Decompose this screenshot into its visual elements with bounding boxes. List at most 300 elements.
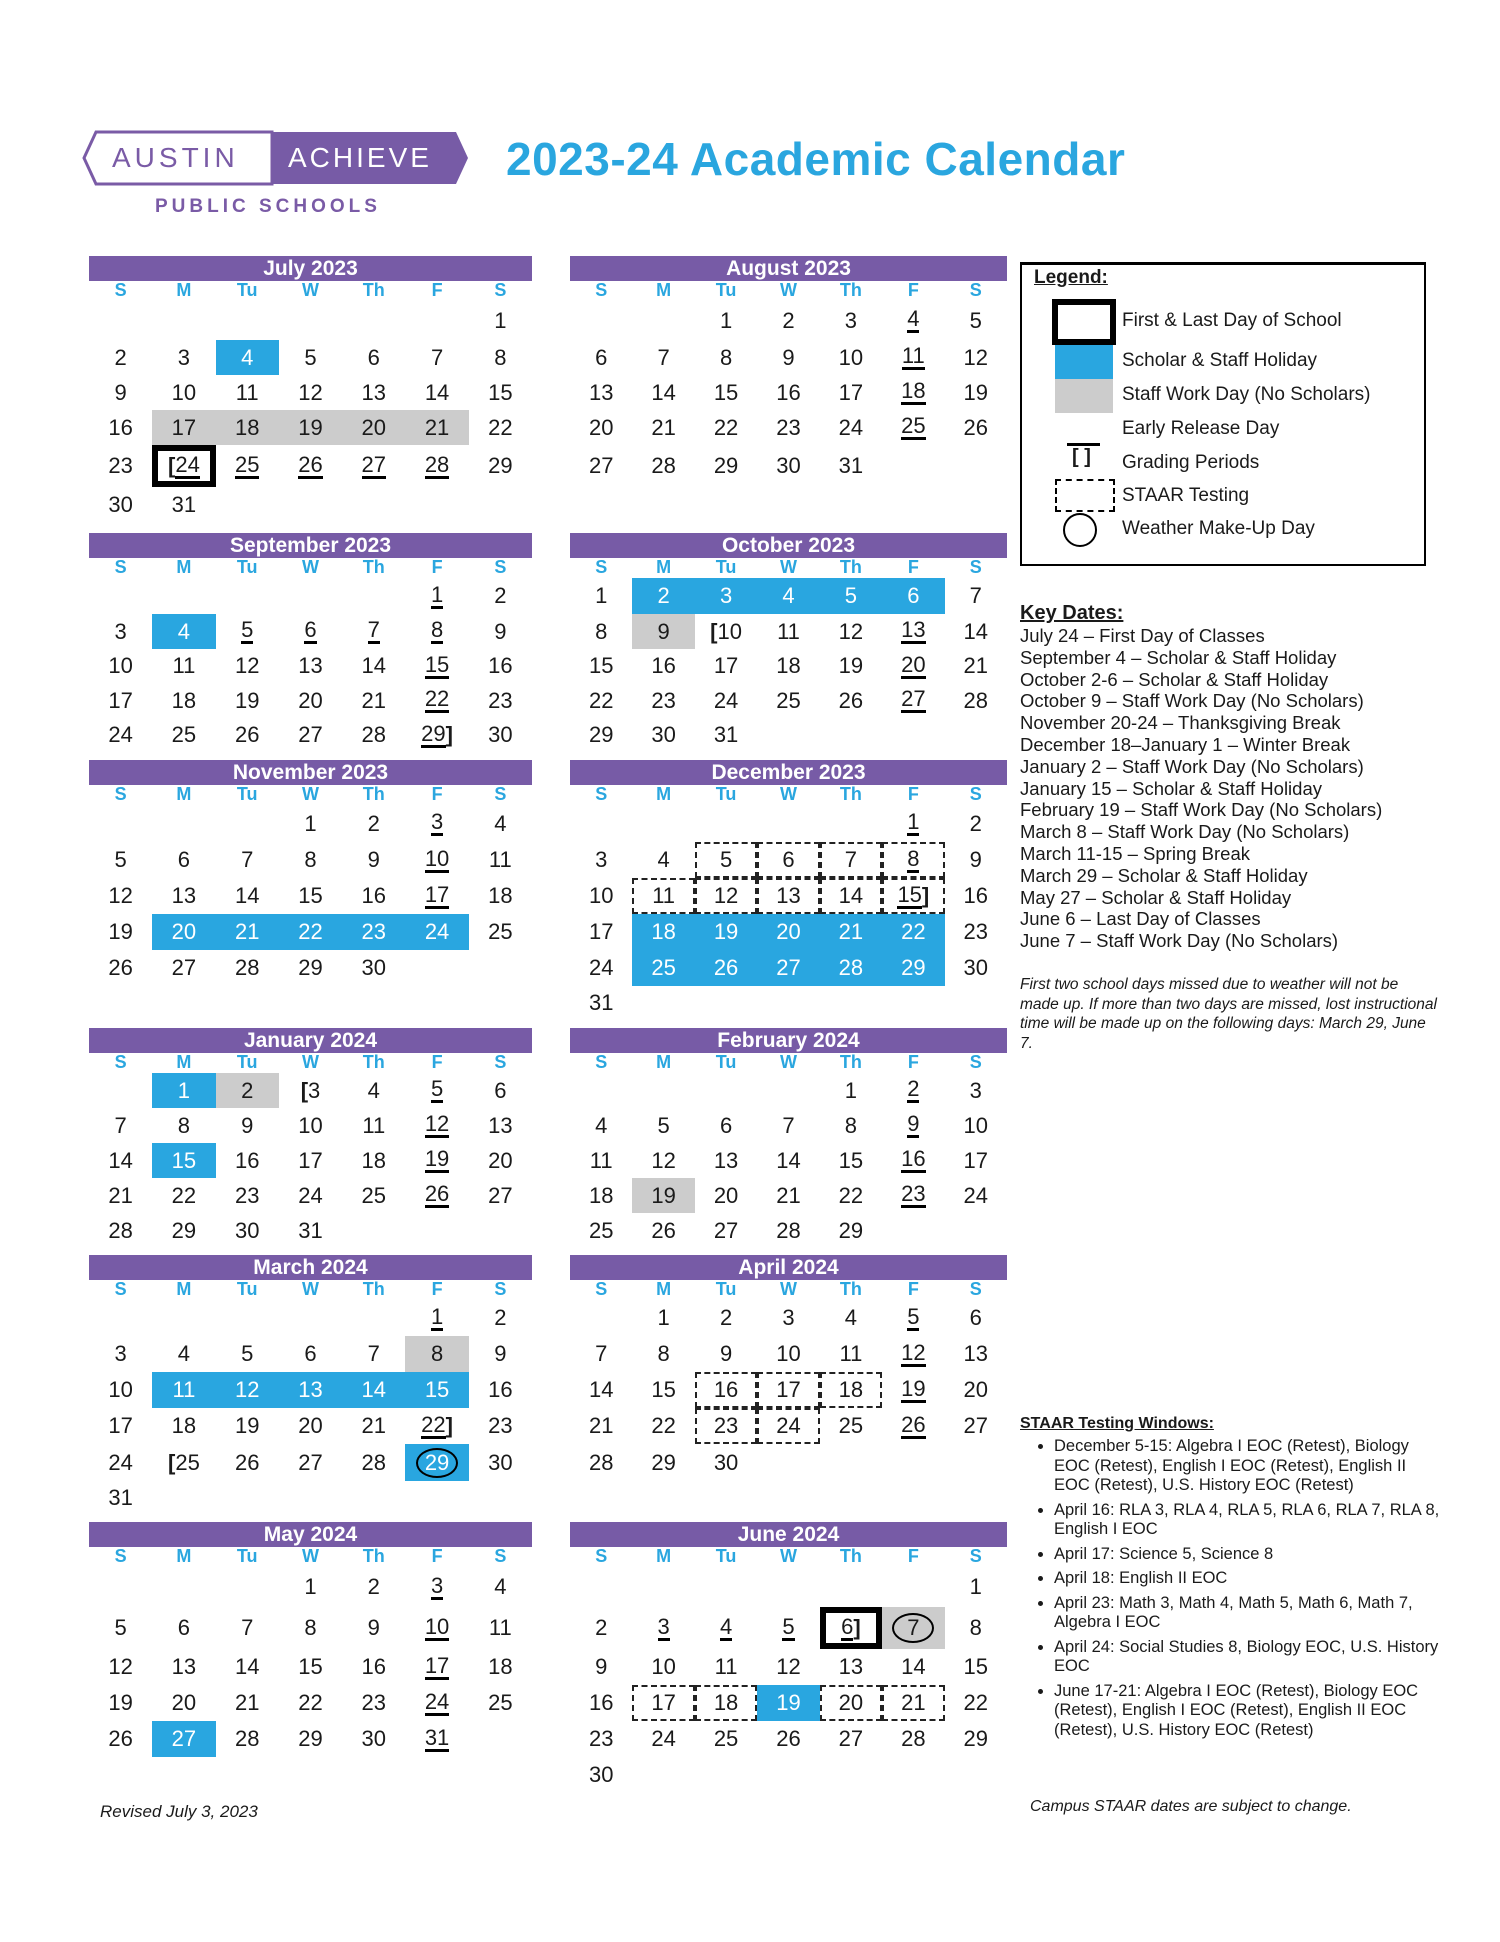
revised-date: Revised July 3, 2023 (100, 1802, 258, 1821)
day-cell (89, 1408, 152, 1444)
day-number: 8 (969, 1615, 982, 1640)
weekday-header-row (89, 558, 532, 578)
key-date-item: October 2-6 – Scholar & Staff Holiday (1020, 668, 1329, 690)
day-number: 18 (171, 687, 197, 713)
empty-day-cell (469, 1481, 532, 1515)
day-number: 16 (361, 1654, 387, 1679)
day-cell (216, 1073, 279, 1108)
day-cell (882, 410, 944, 445)
day-number: 22 (171, 1182, 197, 1208)
day-cell (342, 375, 405, 410)
day-cell (469, 914, 532, 950)
day-number: 18 (776, 653, 801, 678)
week-row (570, 614, 1007, 649)
day-number: 18 (488, 883, 513, 908)
day-number: 2 (657, 583, 670, 608)
day-number: 5 (969, 307, 982, 333)
day-cell (945, 340, 1007, 375)
day-number: 26 (838, 687, 864, 713)
day-number: 25 (838, 1413, 864, 1438)
week-row (89, 805, 532, 842)
day-number: 18 (713, 1690, 739, 1715)
day-cell (570, 1213, 632, 1248)
week-row (570, 1143, 1007, 1178)
week-row (89, 718, 532, 752)
day-cell (152, 649, 215, 683)
day-cell (820, 614, 882, 649)
day-number: 19 (298, 414, 323, 440)
day-number: 1 (494, 307, 507, 333)
day-cell (632, 718, 694, 752)
empty-day-cell (757, 718, 819, 752)
day-number: 22 (901, 919, 926, 944)
day-number: 23 (588, 1726, 614, 1751)
day-number: 3 (177, 344, 191, 370)
day-cell (152, 1073, 215, 1108)
day-number: 20 (361, 414, 387, 440)
day-number: 15 (424, 651, 450, 677)
day-cell (695, 842, 757, 878)
legend-item-staff-work: Staff Work Day (No Scholars) (1122, 384, 1371, 405)
day-cell (882, 842, 944, 878)
day-number: 30 (108, 491, 133, 517)
empty-day-cell (279, 578, 342, 614)
day-number: 28 (361, 1449, 387, 1475)
day-number: 2 (114, 344, 127, 370)
day-number: 28 (361, 722, 387, 747)
day-number: 18 (171, 1413, 197, 1438)
day-cell (820, 1372, 882, 1408)
day-number: 21 (776, 1182, 801, 1208)
day-cell (405, 683, 468, 718)
day-cell (570, 375, 632, 410)
week-row (89, 375, 532, 410)
week-row (570, 1336, 1007, 1372)
day-cell (405, 1143, 468, 1178)
day-number: 14 (963, 618, 989, 644)
day-cell (152, 445, 215, 487)
day-number: 26 (651, 1217, 676, 1243)
day-number: 12 (901, 1339, 926, 1365)
month-header: September 2023 (89, 533, 532, 558)
day-cell (570, 1721, 632, 1757)
day-number: 17 (963, 1147, 989, 1173)
day-cell (279, 718, 342, 752)
empty-day-cell (632, 1567, 694, 1607)
day-cell (945, 301, 1007, 340)
day-cell (570, 683, 632, 718)
day-number: 12 (234, 653, 260, 678)
week-row (570, 1178, 1007, 1213)
key-date-item: November 20-24 – Thanksgiving Break (1020, 712, 1341, 734)
empty-day-cell (570, 805, 632, 842)
empty-day-cell (945, 1213, 1007, 1248)
day-cell (695, 301, 757, 340)
day-number: 11 (839, 1341, 863, 1366)
empty-day-cell (216, 1481, 279, 1515)
day-number: 12 (298, 379, 323, 405)
day-cell (882, 614, 944, 649)
key-date-item: January 15 – Scholar & Staff Holiday (1020, 777, 1322, 799)
week-row (570, 718, 1007, 752)
day-cell (89, 614, 152, 649)
day-cell (342, 950, 405, 986)
empty-day-cell (469, 487, 532, 522)
day-number: 3 (719, 583, 733, 608)
month-header: August 2023 (570, 256, 1007, 281)
day-number: 31 (298, 1217, 323, 1243)
day-number: 25 (713, 1726, 739, 1751)
weekday-label: S (114, 1279, 127, 1299)
day-number: 28 (234, 1726, 260, 1751)
day-cell (279, 1685, 342, 1721)
day-cell (570, 614, 632, 649)
day-cell (695, 1213, 757, 1248)
day-cell (342, 1178, 405, 1213)
day-number: 11 (777, 618, 800, 644)
day-cell (570, 1143, 632, 1178)
day-cell (632, 649, 694, 683)
day-number: 25 (901, 413, 926, 438)
day-cell (757, 375, 819, 410)
day-number: 27 (776, 955, 801, 980)
day-number: 23 (361, 919, 387, 944)
day-number: 5 (241, 1341, 254, 1366)
weekday-label: S (494, 1279, 507, 1299)
day-cell (279, 914, 342, 950)
day-cell (152, 410, 215, 445)
day-cell (882, 1685, 944, 1721)
day-cell (405, 375, 468, 410)
day-cell (945, 1108, 1007, 1143)
day-cell (152, 614, 215, 649)
day-number: 15 (298, 883, 323, 908)
day-number: 22 (424, 686, 450, 711)
empty-day-cell (945, 986, 1007, 1020)
day-cell (89, 1108, 152, 1143)
day-number: 21 (963, 653, 989, 678)
day-number: 26 (298, 451, 323, 477)
week-row (570, 1408, 1007, 1444)
day-number: 9 (907, 1111, 920, 1136)
day-cell (405, 1108, 468, 1143)
day-number: 9 (241, 1112, 254, 1138)
day-cell (695, 950, 757, 986)
empty-day-cell (632, 986, 694, 1020)
day-cell (695, 1372, 757, 1408)
empty-day-cell (882, 1757, 944, 1793)
empty-day-cell (216, 805, 279, 842)
day-number: 21 (361, 1413, 387, 1438)
day-cell (216, 1408, 279, 1444)
day-number: 4 (907, 306, 920, 331)
day-cell (216, 950, 279, 986)
day-number: 19 (651, 1182, 676, 1208)
staar-item: • December 5-15: Algebra I EOC (Retest), Biology EOC (Retest), English I EOC (Retest), English II EOC (Retest), U.S. History EOC (Retest) (1054, 1437, 1440, 1496)
day-cell (695, 445, 757, 487)
day-cell (757, 614, 819, 649)
day-cell (820, 301, 882, 340)
day-cell (570, 1336, 632, 1372)
day-number: 11 (362, 1112, 386, 1138)
day-cell (570, 1757, 632, 1793)
day-cell (405, 842, 468, 878)
day-cell (216, 1143, 279, 1178)
day-cell (279, 375, 342, 410)
weekday-header-row (570, 1280, 1007, 1300)
day-number: 17 (424, 881, 450, 907)
day-number: 11 (652, 883, 676, 908)
day-cell (570, 718, 632, 752)
day-cell (632, 1213, 694, 1248)
weekday-label: W (779, 1052, 797, 1072)
month-header: January 2024 (89, 1028, 532, 1053)
empty-day-cell (820, 805, 882, 842)
week-row (89, 340, 532, 375)
day-number: 2 (241, 1077, 254, 1103)
weekday-label: W (301, 784, 319, 804)
week-row (570, 1444, 1007, 1481)
day-number: 23 (108, 453, 133, 478)
day-cell (342, 718, 405, 752)
day-number: 2 (782, 307, 795, 333)
day-number: 11 (235, 379, 259, 405)
empty-day-cell (89, 301, 152, 340)
weekday-label: Tu (715, 784, 737, 804)
day-cell (695, 1607, 757, 1649)
day-number: 1 (657, 1305, 670, 1330)
weekday-label: S (969, 1279, 982, 1299)
day-number: 19 (901, 1375, 926, 1401)
weekday-label: W (779, 557, 797, 577)
day-cell (757, 878, 819, 914)
day-number: 29 (651, 1449, 676, 1475)
week-row (89, 1685, 532, 1721)
day-number: 8 (595, 618, 608, 644)
day-cell (820, 1721, 882, 1757)
day-number: 4 (719, 1613, 733, 1639)
month-header: February 2024 (570, 1028, 1007, 1053)
week-row (89, 1408, 532, 1444)
day-number: 21 (838, 919, 864, 944)
week-row (89, 301, 532, 340)
day-number: 22 (588, 687, 614, 713)
month-january-2024 (89, 1028, 532, 1248)
day-number: 31 (838, 453, 864, 478)
day-cell (405, 1685, 468, 1721)
weekday-label: F (431, 1546, 443, 1566)
day-cell (945, 950, 1007, 986)
day-number: 12 (234, 1377, 260, 1402)
day-number: 29 (298, 955, 323, 980)
empty-day-cell (405, 1481, 468, 1515)
thick-border-box-icon (1052, 299, 1116, 345)
day-number: 18 (234, 414, 260, 440)
week-row (89, 842, 532, 878)
month-september-2023 (89, 533, 532, 752)
grading-period-close-icon: ] (853, 1615, 861, 1640)
day-cell (570, 410, 632, 445)
week-row (570, 1108, 1007, 1143)
day-cell (632, 410, 694, 445)
day-cell (570, 950, 632, 986)
day-number: 8 (304, 1615, 317, 1640)
dashed-box-icon (1055, 479, 1115, 512)
day-number: 8 (719, 344, 733, 370)
day-number: 4 (494, 810, 507, 836)
day-cell (632, 340, 694, 375)
legend-box (1020, 262, 1426, 566)
day-cell (945, 914, 1007, 950)
day-number: 9 (114, 379, 127, 405)
day-number: 30 (963, 955, 989, 980)
day-number: 12 (838, 618, 864, 644)
day-number: 25 (776, 687, 801, 713)
day-cell (279, 950, 342, 986)
day-number: 30 (234, 1217, 260, 1243)
day-cell (152, 1213, 215, 1248)
weekday-label: Tu (236, 280, 258, 300)
day-number: 31 (713, 722, 739, 747)
day-number: 11 (714, 1654, 738, 1679)
day-number: 15 (963, 1654, 989, 1679)
day-number: 25 (171, 722, 197, 747)
day-number: 17 (651, 1690, 676, 1715)
day-number: 7 (657, 344, 670, 370)
day-cell (695, 1408, 757, 1444)
day-number: 2 (494, 1305, 507, 1330)
day-cell (757, 410, 819, 445)
day-cell (945, 614, 1007, 649)
weekday-label: S (494, 280, 507, 300)
day-number: 19 (963, 379, 989, 405)
day-number: 7 (969, 583, 982, 608)
key-date-item: March 8 – Staff Work Day (No Scholars) (1020, 821, 1350, 843)
day-number: 10 (651, 1654, 676, 1679)
day-number: 7 (241, 1615, 254, 1640)
day-cell (570, 1408, 632, 1444)
day-cell (469, 1567, 532, 1607)
empty-day-cell (279, 1300, 342, 1336)
day-cell (695, 683, 757, 718)
weekday-label: S (595, 280, 608, 300)
day-number: 6 (782, 847, 795, 872)
day-cell (882, 649, 944, 683)
weekday-label: Th (362, 784, 385, 804)
day-cell (152, 487, 215, 522)
day-cell (342, 1685, 405, 1721)
day-cell (342, 878, 405, 914)
day-number: 2 (969, 810, 982, 836)
day-cell (405, 1372, 468, 1408)
day-number: 28 (588, 1449, 614, 1475)
empty-day-cell (342, 487, 405, 522)
day-cell (632, 1336, 694, 1372)
month-june-2024 (570, 1522, 1007, 1793)
weekday-label: Tu (715, 280, 737, 300)
day-number: 27 (488, 1182, 513, 1208)
day-number: 19 (713, 919, 739, 944)
day-cell (695, 375, 757, 410)
day-cell (216, 1178, 279, 1213)
day-cell (152, 1649, 215, 1685)
empty-day-cell (820, 718, 882, 752)
day-number: 27 (838, 1726, 864, 1751)
day-number: 27 (713, 1217, 739, 1243)
day-cell (152, 1178, 215, 1213)
day-cell (695, 1336, 757, 1372)
day-cell (632, 1108, 694, 1143)
day-cell (469, 301, 532, 340)
weekday-label: Th (839, 1052, 862, 1072)
key-date-item: June 6 – Last Day of Classes (1020, 908, 1261, 930)
week-row (89, 614, 532, 649)
day-number: 6 (177, 847, 191, 872)
day-cell (89, 914, 152, 950)
day-cell (279, 1444, 342, 1481)
weekday-label: M (176, 280, 192, 300)
day-cell (279, 1178, 342, 1213)
day-number: 26 (963, 414, 989, 440)
day-cell (342, 1408, 405, 1444)
weekday-label: Th (362, 280, 385, 300)
day-cell (757, 1685, 819, 1721)
day-number: 29 (713, 453, 739, 478)
day-number: 1 (177, 1077, 191, 1103)
day-cell (570, 1178, 632, 1213)
day-number: 12 (108, 1654, 133, 1679)
day-cell (820, 1073, 882, 1108)
week-row (89, 1444, 532, 1481)
week-row (570, 878, 1007, 914)
day-number: 26 (901, 1411, 926, 1437)
day-cell (882, 578, 944, 614)
day-cell (89, 487, 152, 522)
day-number: 24 (298, 1182, 323, 1208)
weekday-label: S (595, 557, 608, 577)
weekday-header-row (570, 1547, 1007, 1567)
day-cell (820, 1143, 882, 1178)
day-cell (695, 914, 757, 950)
day-cell (405, 1607, 468, 1649)
day-number: 29 (488, 453, 513, 478)
day-cell (820, 410, 882, 445)
day-number: 29 (171, 1217, 197, 1243)
key-date-item: March 29 – Scholar & Staff Holiday (1020, 864, 1308, 886)
day-number: 9 (367, 847, 380, 872)
day-number: 19 (424, 1146, 450, 1171)
weekday-label: W (301, 1052, 319, 1072)
day-number: 9 (595, 1654, 608, 1679)
weekday-label: Tu (236, 1279, 258, 1299)
day-number: 16 (108, 414, 133, 440)
day-number: 25 (488, 1690, 513, 1715)
day-number: 15 (424, 1377, 450, 1402)
weekday-label: Th (362, 1546, 385, 1566)
day-number: 21 (234, 919, 260, 944)
day-cell (757, 340, 819, 375)
day-number: 11 (488, 847, 512, 872)
day-cell (469, 1178, 532, 1213)
weekday-label: F (907, 1546, 919, 1566)
day-number: 2 (367, 810, 380, 836)
day-cell (152, 1685, 215, 1721)
week-row (89, 1567, 532, 1607)
day-number: 10 (424, 1613, 450, 1639)
day-cell (279, 842, 342, 878)
day-cell (695, 1178, 757, 1213)
week-row (570, 1721, 1007, 1757)
